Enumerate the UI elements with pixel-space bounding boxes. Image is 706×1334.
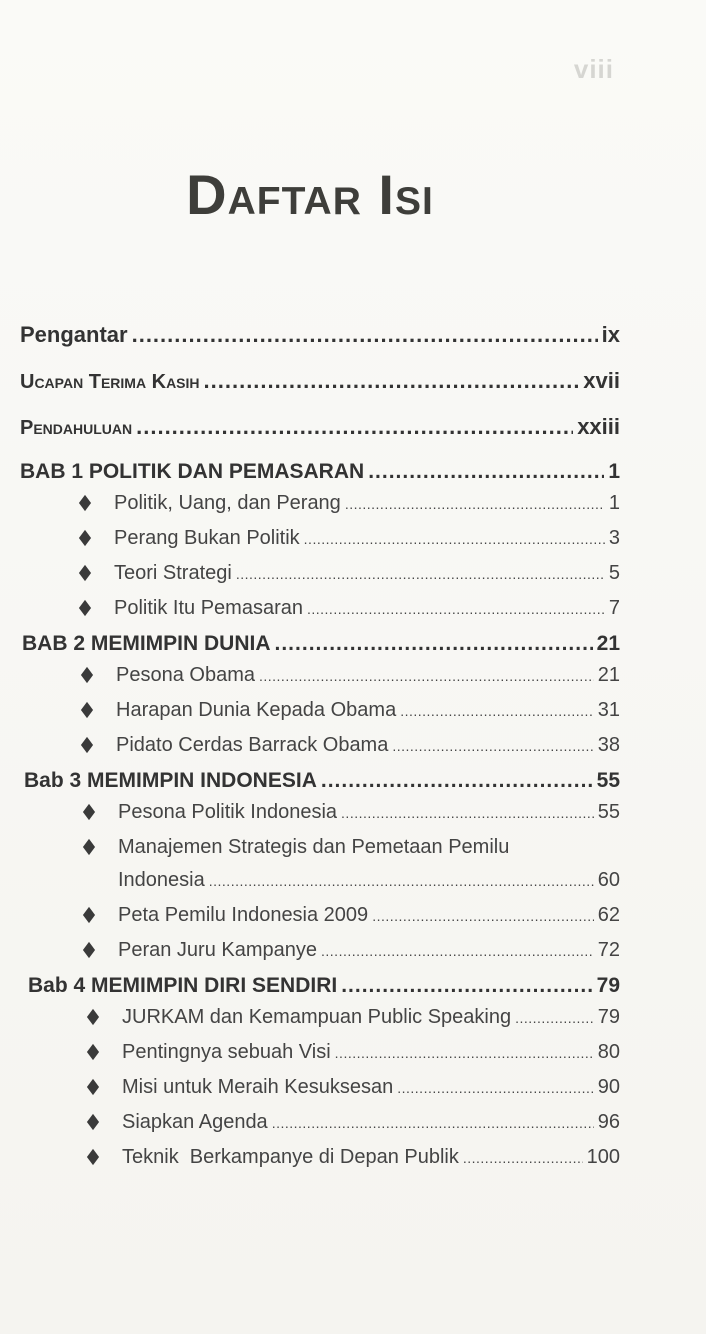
toc-subentry-label: JURKAM dan Kemampuan Public Speaking: [122, 1006, 512, 1028]
diamond-bullet-icon: [81, 667, 93, 683]
page-title: Daftar Isi: [186, 163, 434, 226]
dot-leader: [236, 562, 605, 585]
dot-leader: [275, 632, 593, 656]
toc-chapter-2[interactable]: [22, 632, 620, 656]
dot-leader: [392, 734, 593, 757]
chapter-group-2: [22, 632, 620, 757]
dot-leader: [132, 322, 598, 348]
toc-subentry[interactable]: [22, 699, 620, 722]
dot-leader: [345, 492, 605, 515]
dot-leader: [272, 1111, 594, 1134]
toc-subentry[interactable]: [24, 801, 620, 824]
toc-subentry-label-line2: Indonesia: [118, 869, 205, 891]
dot-leader: [515, 1006, 594, 1029]
toc-subentry-page: 80: [597, 1041, 620, 1063]
dot-leader: [209, 869, 594, 892]
dot-leader: [321, 939, 594, 962]
toc-subentry[interactable]: [28, 1146, 620, 1169]
toc-entry-label: Ucapan Terima Kasih: [20, 371, 200, 393]
diamond-bullet-icon: [79, 495, 91, 511]
dot-leader: [397, 1076, 594, 1099]
chapter-group-3: [24, 769, 620, 962]
toc-subentry[interactable]: [24, 904, 620, 927]
toc-chapter-label: Bab 3 MEMIMPIN INDONESIA: [24, 769, 317, 792]
chapter-group-4: [28, 974, 620, 1169]
toc-subentry-label: Pesona Obama: [116, 664, 255, 686]
toc-subentry[interactable]: [28, 1076, 620, 1099]
table-of-contents: [20, 322, 620, 1181]
toc-chapter-page: 1: [608, 460, 620, 483]
toc-subentry-label: Perang Bukan Politik: [114, 527, 300, 549]
toc-subentry-page: 62: [597, 904, 620, 926]
toc-entry-page: ix: [601, 322, 620, 347]
toc-subentry-page: 21: [597, 664, 620, 686]
toc-chapter-page: 79: [596, 974, 620, 997]
dot-leader: [136, 414, 573, 440]
toc-subentry[interactable]: [28, 1006, 620, 1029]
toc-entry-ucapan-terima-kasih[interactable]: [20, 368, 620, 394]
diamond-bullet-icon: [83, 839, 95, 855]
toc-subentry[interactable]: [28, 1111, 620, 1134]
toc-subentry-label: Misi untuk Meraih Kesuksesan: [122, 1076, 394, 1098]
toc-subentry-page: 55: [597, 801, 620, 823]
dot-leader: [304, 527, 605, 550]
toc-subentry[interactable]: [20, 562, 620, 585]
diamond-bullet-icon: [81, 702, 93, 718]
toc-subentry-label: Pidato Cerdas Barrack Obama: [116, 734, 389, 756]
dot-leader: [368, 460, 604, 484]
chapter-group-1: [20, 460, 620, 620]
diamond-bullet-icon: [87, 1114, 99, 1130]
diamond-bullet-icon: [87, 1149, 99, 1165]
toc-subentry-label: Peran Juru Kampanye: [118, 939, 318, 961]
toc-chapter-3[interactable]: [24, 769, 620, 793]
toc-subentry-label: Politik Itu Pemasaran: [114, 597, 303, 619]
toc-subentry-page: 100: [586, 1146, 620, 1168]
diamond-bullet-icon: [79, 565, 91, 581]
toc-chapter-label: BAB 1 POLITIK DAN PEMASARAN: [20, 460, 365, 483]
toc-entry-page: xvii: [583, 368, 620, 393]
toc-subentry-label: Peta Pemilu Indonesia 2009: [118, 904, 369, 926]
dot-leader: [335, 1041, 594, 1064]
page-number-folio: viii: [573, 54, 614, 84]
toc-subentry-label: Politik, Uang, dan Perang: [114, 492, 341, 514]
toc-subentry-label: Harapan Dunia Kepada Obama: [116, 699, 397, 721]
diamond-bullet-icon: [83, 804, 95, 820]
dot-leader: [204, 368, 580, 394]
toc-subentry-page: 31: [597, 699, 620, 721]
diamond-bullet-icon: [87, 1009, 99, 1025]
toc-subentry-label: Teknik Berkampanye di Depan Publik: [122, 1146, 459, 1168]
toc-entry-label: Pengantar: [20, 322, 128, 347]
dot-leader: [259, 664, 594, 687]
dot-leader: [307, 597, 605, 620]
diamond-bullet-icon: [83, 907, 95, 923]
toc-entry-pengantar[interactable]: [20, 322, 620, 348]
toc-chapter-4[interactable]: [28, 974, 620, 998]
toc-subentry-multiline[interactable]: [24, 836, 620, 892]
toc-chapter-page: 21: [596, 632, 620, 655]
diamond-bullet-icon: [83, 942, 95, 958]
toc-subentry[interactable]: [28, 1041, 620, 1064]
dot-leader: [400, 699, 594, 722]
toc-subentry-page: 1: [608, 492, 620, 514]
diamond-bullet-icon: [79, 600, 91, 616]
toc-subentry[interactable]: [22, 664, 620, 687]
diamond-bullet-icon: [87, 1079, 99, 1095]
toc-subentry-page: 60: [597, 869, 620, 891]
toc-chapter-label: BAB 2 MEMIMPIN DUNIA: [22, 632, 271, 655]
toc-subentry-page: 72: [597, 939, 620, 961]
toc-subentry-page: 7: [608, 597, 620, 619]
toc-subentry-page: 5: [608, 562, 620, 584]
toc-subentry-label: Pesona Politik Indonesia: [118, 801, 338, 823]
toc-subentry[interactable]: [20, 492, 620, 515]
dot-leader: [463, 1146, 583, 1169]
toc-entry-page: xxiii: [577, 414, 620, 439]
toc-entry-label: Pendahuluan: [20, 417, 133, 439]
toc-subentry[interactable]: [22, 734, 620, 757]
toc-subentry-label: Teori Strategi: [114, 562, 232, 584]
toc-chapter-1[interactable]: [20, 460, 620, 484]
dot-leader: [341, 801, 594, 824]
dot-leader: [372, 904, 594, 927]
toc-subentry[interactable]: [20, 597, 620, 620]
toc-chapter-page: 55: [596, 769, 620, 792]
toc-subentry[interactable]: [20, 527, 620, 550]
toc-subentry-page: 38: [597, 734, 620, 756]
toc-subentry-label: Pentingnya sebuah Visi: [122, 1041, 331, 1063]
diamond-bullet-icon: [87, 1044, 99, 1060]
toc-subentry-page: 90: [597, 1076, 620, 1098]
dot-leader: [341, 974, 592, 998]
toc-subentry-label-line1: Manajemen Strategis dan Pemetaan Pemilu: [118, 836, 510, 858]
diamond-bullet-icon: [79, 530, 91, 546]
toc-subentry-page: 79: [597, 1006, 620, 1028]
toc-subentry-page: 96: [597, 1111, 620, 1133]
dot-leader: [321, 769, 593, 793]
toc-subentry-page: 3: [608, 527, 620, 549]
toc-chapter-label: Bab 4 MEMIMPIN DIRI SENDIRI: [28, 974, 338, 997]
toc-entry-pendahuluan[interactable]: [20, 414, 620, 440]
toc-subentry-label: Siapkan Agenda: [122, 1111, 268, 1133]
diamond-bullet-icon: [81, 737, 93, 753]
toc-subentry[interactable]: [24, 939, 620, 962]
